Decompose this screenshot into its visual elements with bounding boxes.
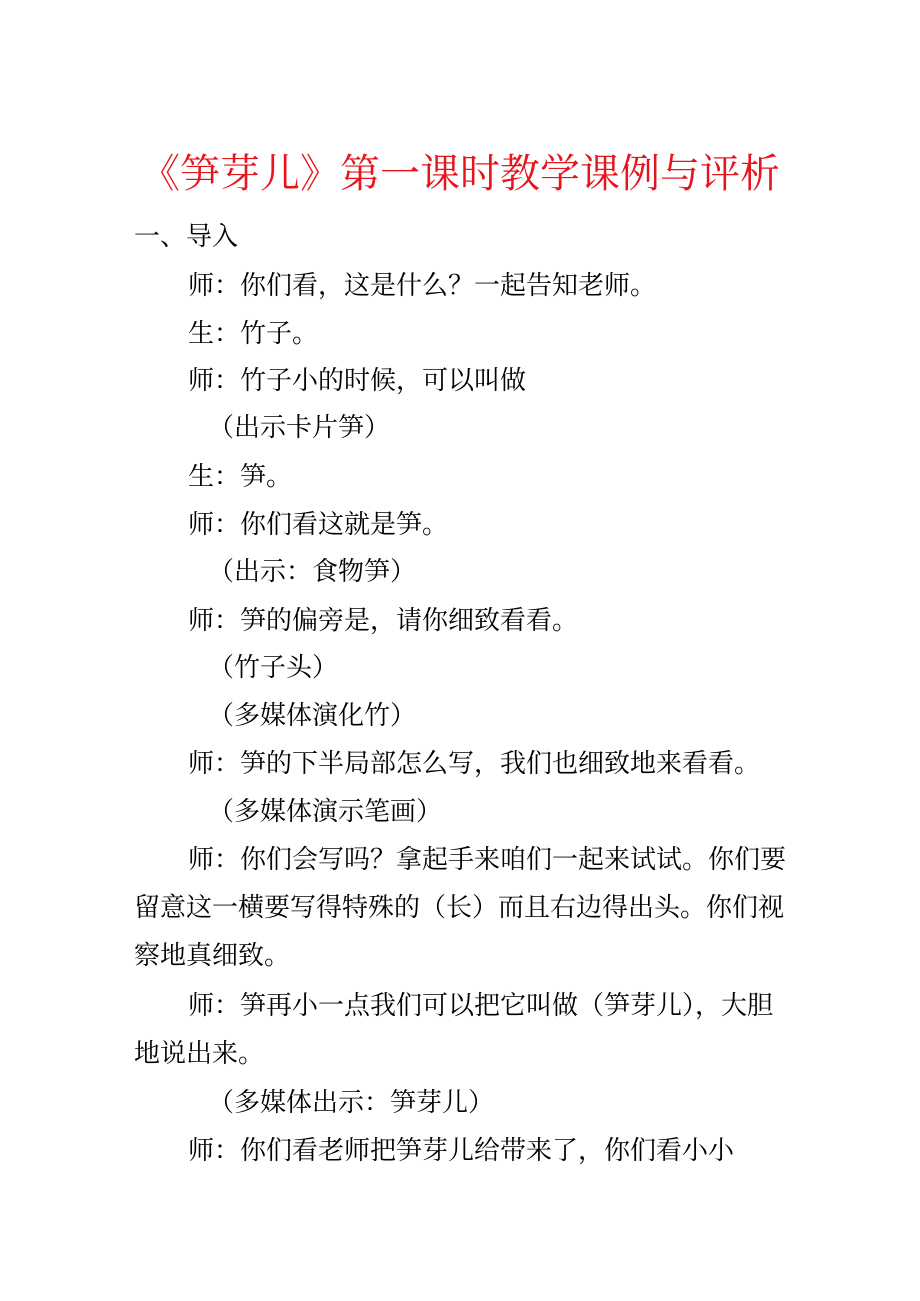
paragraph-line: 生：竹子。 — [188, 319, 319, 349]
paragraph-line: 师：你们看，这是什么？一起告知老师。 — [188, 271, 657, 301]
stage-direction-line: （竹子头） — [208, 653, 339, 683]
document-title: 《笋芽儿》第一课时教学课例与评析 — [140, 151, 780, 197]
paragraph-line: 生：笋。 — [188, 462, 293, 492]
paragraph-line: 留意这一横要写得特殊的（长）而且右边得出头。你们视 — [134, 893, 785, 923]
paragraph-line: 师：笋再小一点我们可以把它叫做（笋芽儿），大胆 — [188, 991, 774, 1021]
stage-direction-line: （多媒体出示：笋芽儿） — [208, 1088, 495, 1118]
paragraph-line: 师：笋的偏旁是，请你细致看看。 — [188, 606, 579, 636]
stage-direction-line: （出示卡片笋） — [208, 413, 391, 443]
paragraph-line: 师：你们看老师把笋芽儿给带来了，你们看小小 — [188, 1136, 735, 1166]
paragraph-line: 地说出来。 — [134, 1039, 265, 1069]
paragraph-line: 师：笋的下半局部怎么写，我们也细致地来看看。 — [188, 749, 761, 779]
stage-direction-line: （多媒体演化竹） — [208, 701, 417, 731]
paragraph-line: 师：你们会写吗？拿起手来咱们一起来试试。你们要 — [188, 845, 787, 875]
stage-direction-line: （多媒体演示笔画） — [208, 797, 443, 827]
section-heading-intro: 一、导入 — [134, 222, 239, 252]
paragraph-line: 察地真细致。 — [134, 941, 291, 971]
paragraph-line: 师：你们看这就是笋。 — [188, 510, 449, 540]
stage-direction-line: （出示：食物笋） — [208, 557, 417, 587]
paragraph-line: 师：竹子小的时候，可以叫做 — [188, 366, 527, 396]
